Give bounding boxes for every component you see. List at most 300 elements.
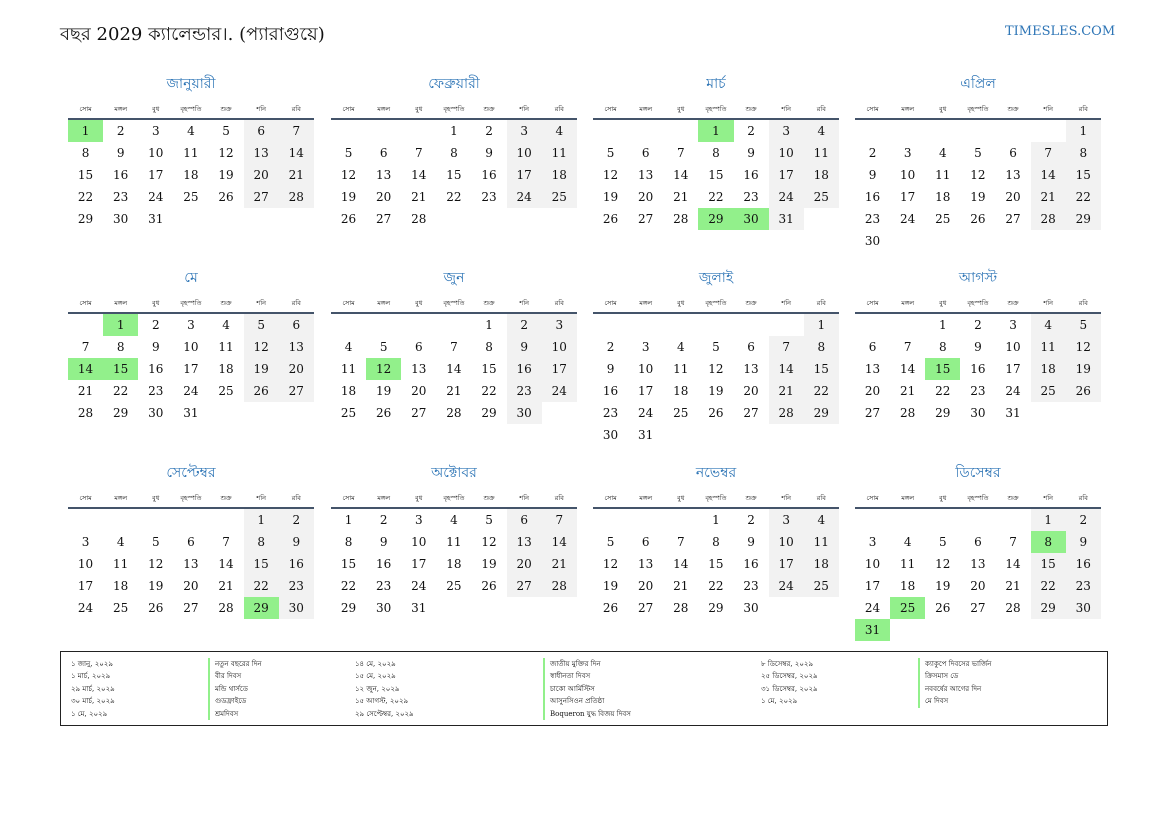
weekday-label: শুক্র [220, 105, 232, 113]
day-cell: 17 [900, 190, 916, 204]
month-name: আগস্ট [958, 270, 998, 286]
day-cell: 16 [970, 362, 986, 376]
weekday-label: শনি [781, 494, 791, 502]
day-cell: 3 [187, 318, 195, 332]
day-cell: 20 [1005, 190, 1021, 204]
day-cell: 19 [1066, 358, 1101, 380]
weekday-label: বুধ [677, 299, 685, 307]
holiday-name: মে দিবস [918, 695, 991, 707]
holiday-day-cell: 30 [734, 208, 769, 230]
day-grid [855, 509, 1101, 641]
day-cell: 26 [148, 601, 164, 615]
month-name: জুন [443, 270, 465, 286]
day-cell: 1 [804, 314, 839, 336]
day-cell: 2 [747, 124, 755, 138]
weekday-label: শনি [519, 105, 529, 113]
empty-cell [663, 314, 698, 336]
day-cell: 27 [376, 212, 392, 226]
day-cell: 3 [769, 509, 804, 531]
day-cell: 16 [113, 168, 129, 182]
holiday-day-cell: 29 [244, 597, 279, 619]
month-name: অক্টোবর [431, 465, 477, 481]
holiday-day-cell: 15 [103, 358, 138, 380]
day-cell: 13 [970, 557, 986, 571]
month-name: মে [184, 270, 198, 286]
day-cell: 18 [900, 579, 916, 593]
day-cell: 4 [1031, 314, 1066, 336]
day-cell: 20 [638, 579, 654, 593]
weekday-label: শুক্র [745, 105, 757, 113]
day-cell: 29 [113, 406, 129, 420]
day-cell: 23 [148, 384, 164, 398]
day-cell: 9 [747, 146, 755, 160]
day-cell: 12 [244, 336, 279, 358]
day-cell: 7 [542, 509, 577, 531]
day-cell: 22 [77, 190, 94, 204]
day-cell: 12 [481, 535, 497, 549]
weekday-label: সোম [79, 494, 92, 502]
day-cell: 2 [507, 314, 542, 336]
weekday-header [68, 294, 314, 314]
holiday-name: স্বাধীনতা দিবস [543, 670, 631, 682]
month-8 [855, 268, 1101, 424]
weekday-label: শনি [781, 105, 791, 113]
day-cell: 4 [676, 340, 685, 354]
day-cell: 4 [450, 513, 458, 527]
day-cell: 21 [1005, 579, 1021, 593]
weekday-label: শনি [781, 299, 791, 307]
empty-cell [960, 120, 995, 142]
day-cell: 29 [1031, 597, 1066, 619]
day-cell: 8 [485, 340, 493, 354]
day-grid [855, 120, 1101, 252]
holiday-date: ৩০ মার্চ, ২০২৯ [71, 697, 115, 706]
weekday-label: রবি [816, 494, 826, 502]
day-cell: 14 [673, 557, 689, 571]
day-cell: 28 [673, 212, 689, 226]
day-grid [331, 314, 577, 424]
day-cell: 27 [638, 212, 654, 226]
day-cell: 20 [279, 358, 314, 380]
holiday-day-cell: 31 [855, 619, 890, 641]
day-cell: 17 [77, 579, 94, 593]
weekday-header [855, 489, 1101, 509]
day-cell: 30 [113, 212, 129, 226]
holiday-name: Boqueron যুদ্ধ বিজয় দিবস [543, 708, 631, 720]
day-cell: 11 [935, 168, 951, 182]
day-cell: 6 [868, 340, 877, 354]
empty-cell [593, 120, 628, 142]
day-cell: 17 [864, 579, 881, 593]
day-cell: 5 [606, 535, 615, 549]
day-cell: 2 [747, 513, 755, 527]
empty-cell [593, 314, 628, 336]
day-cell: 29 [77, 212, 94, 226]
weekday-label: বৃহস্পতি [180, 105, 202, 113]
day-cell: 21 [542, 553, 577, 575]
weekday-label: শুক্র [1007, 105, 1019, 113]
day-cell: 31 [769, 208, 804, 230]
day-cell: 10 [77, 557, 94, 571]
day-cell: 27 [864, 406, 881, 420]
holiday-date: ১ জানু, ২০২৯ [71, 660, 113, 668]
day-cell: 12 [1066, 336, 1101, 358]
day-cell: 19 [218, 168, 234, 182]
day-cell: 12 [970, 168, 986, 182]
day-cell: 25 [804, 186, 839, 208]
weekday-label: বুধ [415, 105, 423, 113]
day-cell: 18 [113, 579, 129, 593]
holiday-name: ক্রিসমাস ডে [918, 670, 991, 682]
holiday-name: নতুন বছরের দিন [208, 658, 262, 670]
day-cell: 20 [376, 190, 392, 204]
day-cell: 12 [148, 557, 164, 571]
weekday-label: সোম [79, 299, 92, 307]
day-cell: 5 [1066, 314, 1101, 336]
day-cell: 20 [244, 164, 279, 186]
empty-cell [855, 509, 890, 531]
day-cell: 9 [747, 535, 755, 549]
weekday-label: রবি [291, 105, 301, 113]
weekday-label: সোম [604, 494, 617, 502]
day-cell: 12 [935, 557, 951, 571]
day-cell: 3 [81, 535, 90, 549]
day-cell: 27 [743, 406, 759, 420]
day-cell: 20 [864, 384, 881, 398]
month-name: নভেম্বর [695, 465, 737, 481]
weekday-label: মঙ্গল [377, 299, 391, 307]
day-cell: 11 [113, 557, 129, 571]
weekday-label: শনি [1043, 494, 1053, 502]
day-grid [855, 314, 1101, 424]
day-cell: 14 [446, 362, 462, 376]
site-link[interactable]: TIMESLES.COM [1005, 24, 1116, 39]
day-cell: 23 [1066, 575, 1101, 597]
day-cell: 31 [183, 406, 199, 420]
weekday-label: শনি [519, 494, 529, 502]
day-cell: 16 [279, 553, 314, 575]
day-cell: 6 [1009, 146, 1017, 160]
day-cell: 18 [935, 190, 951, 204]
day-cell: 22 [481, 384, 497, 398]
empty-cell [925, 120, 960, 142]
day-cell: 27 [411, 406, 427, 420]
weekday-label: শুক্র [483, 299, 495, 307]
day-cell: 16 [864, 190, 881, 204]
day-cell: 23 [864, 212, 881, 226]
day-cell: 24 [864, 601, 881, 615]
day-cell: 14 [542, 531, 577, 553]
day-cell: 2 [151, 318, 160, 332]
weekday-label: বুধ [677, 105, 685, 113]
weekday-label: বৃহস্পতি [967, 105, 989, 113]
weekday-label: বুধ [415, 299, 423, 307]
day-cell: 18 [183, 168, 199, 182]
weekday-label: সোম [604, 299, 617, 307]
empty-cell [769, 314, 804, 336]
day-cell: 9 [116, 146, 125, 160]
weekday-label: বুধ [152, 494, 160, 502]
weekday-header [331, 100, 577, 120]
day-cell: 28 [673, 601, 689, 615]
day-cell: 8 [712, 535, 720, 549]
weekday-label: সোম [866, 299, 879, 307]
holiday-name: বীর দিবস [208, 670, 262, 682]
weekday-header [855, 100, 1101, 120]
day-cell: 4 [344, 340, 353, 354]
holiday-name: নববর্ষের আগের দিন [918, 683, 991, 695]
day-cell: 22 [1031, 575, 1066, 597]
day-cell: 4 [187, 124, 195, 138]
day-cell: 30 [743, 601, 759, 615]
day-cell: 28 [446, 406, 462, 420]
empty-cell [855, 120, 890, 142]
holiday-date: ২৯ সেপ্টেম্বর, ২০২৯ [355, 709, 414, 718]
empty-cell [366, 314, 401, 336]
day-cell: 14 [218, 557, 234, 571]
day-cell: 8 [712, 146, 720, 160]
month-9 [68, 463, 314, 619]
day-cell: 19 [376, 384, 392, 398]
holiday-date: ১২ জুন, ২০২৯ [355, 684, 400, 693]
day-cell: 26 [244, 380, 279, 402]
day-cell: 13 [183, 557, 199, 571]
day-cell: 9 [379, 535, 388, 549]
day-cell: 4 [116, 535, 125, 549]
day-cell: 23 [743, 190, 759, 204]
day-cell: 11 [218, 340, 234, 354]
weekday-label: শনি [256, 299, 266, 307]
weekday-label: সোম [342, 494, 355, 502]
day-cell: 1 [485, 318, 493, 332]
day-cell: 10 [769, 531, 804, 553]
holiday-name: আসুনসিওন প্রতিষ্ঠা [543, 695, 631, 707]
empty-cell [734, 314, 769, 336]
weekday-label: মঙ্গল [114, 299, 128, 307]
day-cell: 12 [708, 362, 724, 376]
day-cell: 7 [1009, 535, 1017, 549]
day-cell: 23 [507, 380, 542, 402]
day-cell: 18 [542, 164, 577, 186]
day-cell: 14 [900, 362, 916, 376]
day-cell: 18 [218, 362, 234, 376]
day-cell: 24 [542, 380, 577, 402]
holiday-day-cell: 1 [103, 314, 138, 336]
day-cell: 28 [900, 406, 916, 420]
weekday-label: মঙ্গল [901, 494, 915, 502]
holiday-date: ১ মার্চ, ২০২৯ [71, 672, 111, 681]
day-cell: 13 [411, 362, 427, 376]
weekday-label: রবি [291, 299, 301, 307]
day-cell: 7 [676, 535, 685, 549]
day-cell: 24 [411, 579, 427, 593]
day-cell: 3 [641, 340, 650, 354]
day-cell: 25 [804, 575, 839, 597]
holiday-list [60, 651, 1108, 726]
day-cell: 10 [900, 168, 916, 182]
weekday-label: রবি [816, 299, 826, 307]
day-cell: 22 [708, 190, 724, 204]
weekday-label: শুক্র [483, 494, 495, 502]
weekday-label: রবি [554, 299, 564, 307]
day-cell: 21 [279, 164, 314, 186]
weekday-label: শুক্র [745, 494, 757, 502]
day-cell: 16 [148, 362, 164, 376]
holiday-names-col-1 [208, 658, 262, 720]
weekday-label: বুধ [939, 299, 947, 307]
day-cell: 21 [673, 579, 689, 593]
day-cell: 8 [1066, 142, 1101, 164]
day-cell: 28 [542, 575, 577, 597]
month-4 [855, 74, 1101, 252]
weekday-label: রবি [291, 494, 301, 502]
day-cell: 25 [673, 406, 689, 420]
day-cell: 13 [244, 142, 279, 164]
day-cell: 15 [1066, 164, 1101, 186]
day-cell: 7 [222, 535, 230, 549]
weekday-label: বৃহস্পতি [443, 299, 465, 307]
weekday-label: সোম [866, 494, 879, 502]
weekday-label: শনি [1043, 105, 1053, 113]
day-cell: 12 [340, 168, 357, 182]
empty-cell [960, 509, 995, 531]
empty-cell [331, 120, 366, 142]
day-cell: 10 [507, 142, 542, 164]
day-cell: 24 [77, 601, 94, 615]
empty-cell [663, 120, 698, 142]
month-3 [593, 74, 839, 230]
weekday-label: বুধ [152, 299, 160, 307]
day-cell: 19 [481, 557, 497, 571]
day-cell: 16 [507, 358, 542, 380]
holiday-names-col-2 [543, 658, 631, 720]
day-cell: 20 [638, 190, 654, 204]
day-cell: 18 [804, 553, 839, 575]
weekday-label: রবি [554, 105, 564, 113]
weekday-label: মঙ্গল [901, 105, 915, 113]
day-cell: 24 [638, 406, 654, 420]
day-cell: 28 [218, 601, 234, 615]
holiday-day-cell: 12 [366, 358, 401, 380]
day-cell: 16 [1066, 553, 1101, 575]
day-cell: 7 [450, 340, 458, 354]
day-cell: 5 [485, 513, 493, 527]
day-cell: 26 [340, 212, 357, 226]
day-cell: 14 [673, 168, 689, 182]
day-cell: 17 [148, 168, 164, 182]
holiday-name: শ্রমদিবস [208, 708, 262, 720]
day-cell: 12 [218, 146, 234, 160]
day-cell: 15 [77, 168, 94, 182]
day-cell: 25 [446, 579, 462, 593]
day-cell: 10 [542, 336, 577, 358]
day-cell: 19 [970, 190, 986, 204]
day-cell: 5 [244, 314, 279, 336]
weekday-label: বৃহস্পতি [705, 494, 727, 502]
day-cell: 25 [340, 406, 357, 420]
empty-cell [401, 120, 436, 142]
holiday-names-col-3 [918, 658, 991, 708]
day-cell: 27 [279, 380, 314, 402]
day-cell: 10 [183, 340, 199, 354]
day-cell: 15 [804, 358, 839, 380]
day-cell: 14 [1031, 164, 1066, 186]
day-cell: 28 [279, 186, 314, 208]
holiday-name: চাকো আর্মিস্টিস [543, 683, 631, 695]
weekday-label: শনি [256, 105, 266, 113]
day-cell: 20 [743, 384, 759, 398]
empty-cell [593, 509, 628, 531]
day-cell: 7 [769, 336, 804, 358]
day-cell: 3 [151, 124, 160, 138]
weekday-header [855, 294, 1101, 314]
weekday-header [68, 100, 314, 120]
weekday-header [593, 294, 839, 314]
day-cell: 15 [481, 362, 497, 376]
day-cell: 10 [1005, 340, 1021, 354]
day-cell: 4 [938, 146, 947, 160]
day-cell: 10 [769, 142, 804, 164]
empty-cell [366, 120, 401, 142]
empty-cell [890, 509, 925, 531]
day-cell: 6 [974, 535, 982, 549]
day-cell: 23 [602, 406, 619, 420]
day-cell: 14 [1005, 557, 1021, 571]
day-cell: 4 [804, 120, 839, 142]
day-cell: 10 [638, 362, 654, 376]
day-cell: 17 [542, 358, 577, 380]
day-cell: 24 [148, 190, 164, 204]
day-cell: 19 [708, 384, 724, 398]
day-cell: 7 [676, 146, 685, 160]
weekday-label: বৃহস্পতি [967, 494, 989, 502]
empty-cell [890, 120, 925, 142]
page-title: বছর 2029 ক্যালেন্ডার।. (প্যারাগুয়ে) [60, 24, 325, 45]
day-cell: 3 [414, 513, 423, 527]
day-cell: 2 [379, 513, 388, 527]
day-grid [593, 120, 839, 230]
holiday-date: ২৯ মার্চ, ২০২৯ [71, 684, 115, 693]
day-cell: 11 [804, 531, 839, 553]
weekday-header [331, 489, 577, 509]
weekday-label: মঙ্গল [639, 299, 653, 307]
day-cell: 24 [507, 186, 542, 208]
empty-cell [209, 509, 244, 531]
day-cell: 15 [244, 553, 279, 575]
weekday-label: বুধ [939, 105, 947, 113]
day-cell: 29 [340, 601, 357, 615]
day-cell: 21 [446, 384, 462, 398]
day-cell: 24 [183, 384, 199, 398]
day-cell: 8 [81, 146, 90, 160]
day-cell: 18 [673, 384, 689, 398]
day-cell: 25 [183, 190, 199, 204]
day-cell: 26 [970, 212, 986, 226]
day-cell: 19 [340, 190, 357, 204]
day-cell: 1 [344, 513, 353, 527]
day-cell: 22 [935, 384, 951, 398]
weekday-label: বুধ [939, 494, 947, 502]
day-cell: 19 [602, 579, 619, 593]
empty-cell [996, 120, 1031, 142]
day-cell: 29 [804, 402, 839, 424]
day-cell: 30 [148, 406, 164, 420]
day-cell: 5 [222, 124, 230, 138]
day-cell: 26 [376, 406, 392, 420]
day-cell: 17 [183, 362, 199, 376]
empty-cell [331, 314, 366, 336]
day-cell: 5 [344, 146, 353, 160]
